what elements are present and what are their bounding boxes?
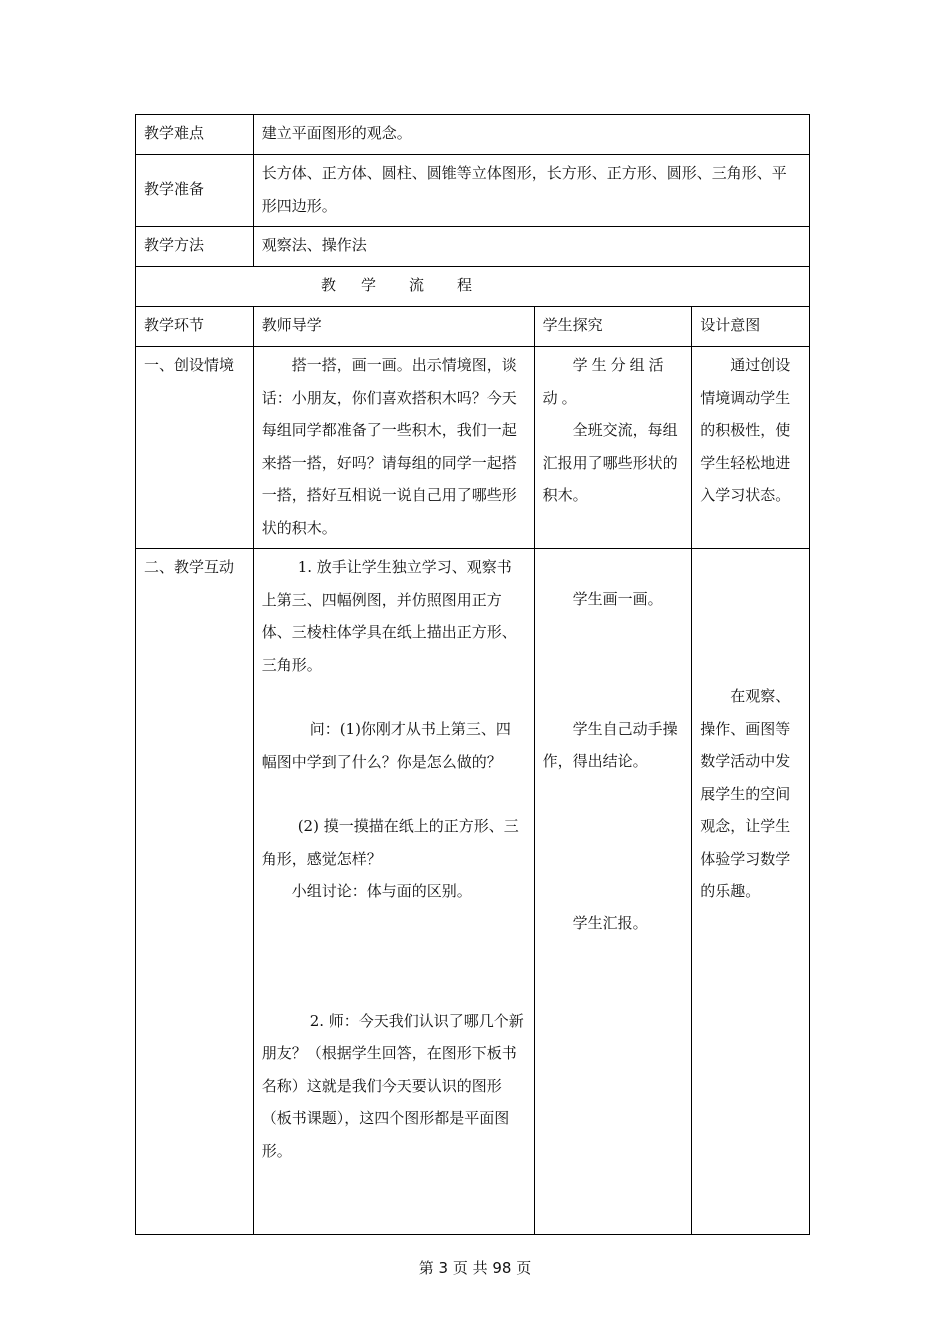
section2-student-text-2: 学生自己动手操作，得出结论。 [542, 719, 678, 770]
section2-row [136, 549, 810, 1235]
section2-stage: 二、教学互动 [136, 549, 254, 1235]
section2-intent [692, 549, 810, 1235]
flow-title-char: 教 [321, 276, 337, 294]
section1-intent [692, 347, 810, 549]
preparation-row [136, 155, 810, 227]
section2-student [534, 549, 692, 1235]
section1-teacher-text: 搭一搭，画一画。出示情境图，谈话：小朋友，你们喜欢搭积木吗？今天每组同学都准备了一些积木，我们一起来搭一搭，好吗？请每组的同学一起搭一搭，搭好互相说一说自己用了哪些形状的积木。 [261, 356, 517, 537]
preparation-label: 教学准备 [136, 155, 254, 227]
section2-teacher [253, 549, 534, 1235]
method-row [136, 227, 810, 267]
section2-student-text-1: 学生画一画。 [572, 590, 663, 608]
flow-title-char: 程 [457, 276, 473, 294]
preparation-value: 长方体、正方体、圆柱、圆锥等立体图形，长方形、正方形、圆形、三角形、平形四边形。 [253, 155, 809, 227]
section1-student-text-1: 学生分组活动。 [542, 356, 668, 407]
section2-teacher-text-1: 1. 放手让学生独立学习、观察书上第三、四幅例图，并仿照图用正方体、三棱柱体学具在纸上描出正方形、三角形。 [261, 558, 517, 674]
flow-title [136, 267, 810, 307]
section2-student-text-3: 学生汇报。 [572, 913, 648, 932]
section1-row [136, 347, 810, 549]
section2-teacher-text-3: (2) 摸一摸描在纸上的正方形、三角形，感觉怎样？ [261, 817, 519, 868]
header-student: 学生探究 [534, 307, 692, 347]
section2-teacher-text-2: 问：(1)你刚才从书上第三、四幅图中学到了什么？你是怎么做的？ [261, 720, 511, 771]
difficulty-row [136, 115, 810, 155]
section1-student [534, 347, 692, 549]
header-intent: 设计意图 [692, 307, 810, 347]
difficulty-value: 建立平面图形的观念。 [253, 115, 809, 155]
flow-title-row [136, 267, 810, 307]
section1-student-text-2: 全班交流，每组汇报用了哪些形状的积木。 [542, 421, 678, 504]
flow-title-char: 学 [361, 276, 377, 294]
header-teacher: 教师导学 [253, 307, 534, 347]
section2-teacher-text-5: 2. 师：今天我们认识了哪几个新朋友？（根据学生回答，在图形下板书名称）这就是我们今天要认识的图形（板书课题），这四个图形都是平面图形。 [261, 1011, 524, 1160]
header-stage: 教学环节 [136, 307, 254, 347]
section1-teacher [253, 347, 534, 549]
difficulty-label: 教学难点 [136, 115, 254, 155]
section2-teacher-text-4: 小组讨论：体与面的区别。 [291, 882, 472, 900]
header-row [136, 307, 810, 347]
method-label: 教学方法 [136, 227, 254, 267]
page-footer: 第 3 页 共 98 页 [418, 1259, 532, 1277]
section1-stage: 一、创设情境 [136, 347, 254, 549]
flow-title-char: 流 [409, 276, 425, 294]
section1-intent-text: 通过创设情境调动学生的积极性，使学生轻松地进入学习状态。 [700, 356, 791, 504]
section2-intent-text: 在观察、操作、画图等数学活动中发展学生的空间观念，让学生体验学习数学的乐趣。 [700, 687, 791, 900]
lesson-plan-table [135, 114, 810, 1235]
method-value: 观察法、操作法 [253, 227, 809, 267]
